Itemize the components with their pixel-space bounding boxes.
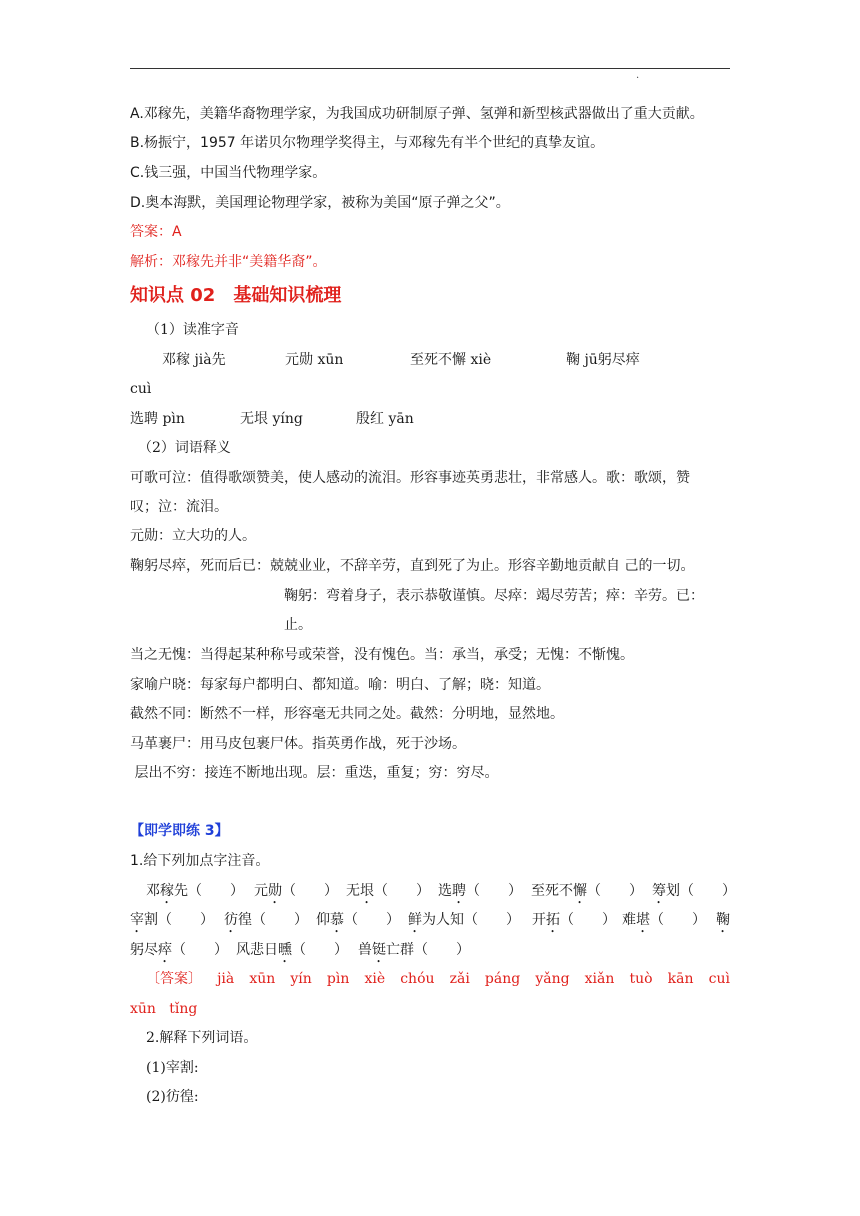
vocab-line: 当之无愧：当得起某种称号或荣誉，没有愧色。当：承当，承受；无愧：不惭愧。 xyxy=(130,647,634,663)
word-item: 至死不懈（ ） xyxy=(531,883,643,899)
word-item: 彷徨（ ） xyxy=(224,912,308,928)
dotted-char: 稼 xyxy=(160,883,174,899)
dotted-char: 懈 xyxy=(573,883,587,899)
question-2-item: (1)宰割: xyxy=(146,1060,199,1076)
pinyin-answer: tuò xyxy=(629,971,653,987)
question-1: 1.给下列加点字注音。 xyxy=(130,853,270,869)
question-2-item: (2)彷徨: xyxy=(146,1089,199,1105)
pinyin-answer: xiè xyxy=(364,971,386,987)
answer-1: 答案：A xyxy=(130,224,182,240)
answer-label: 〔答案〕 xyxy=(146,971,202,987)
dotted-char: 筹 xyxy=(652,883,666,899)
pinyin-answer: xūn xyxy=(130,1001,156,1017)
pinyin-answer: chóu xyxy=(400,971,435,987)
vocab-line: 鞠躬尽瘁，死而后已：兢兢业业，不辞辛劳，直到死了为止。形容辛勤地贡献自 己的一切。 xyxy=(130,558,695,574)
header-rule xyxy=(130,68,730,69)
pinyin-answer: yín xyxy=(290,971,312,987)
vocab-line: 马革裹尸：用马皮包裹尸体。指英勇作战，死于沙场。 xyxy=(130,736,466,752)
pron-item: 元勋 xūn xyxy=(285,352,344,368)
vocab-line: 家喻户晓：每家每户都明白、都知道。喻：明白、了解；晓：知道。 xyxy=(130,677,550,693)
dotted-char: 宰 xyxy=(130,912,144,928)
dotted-char: 慕 xyxy=(330,912,344,928)
pinyin-answer: pìn xyxy=(326,971,350,987)
vocab-line: 截然不同：断然不一样，形容毫无共同之处。截然：分明地，显然地。 xyxy=(130,706,564,722)
practice-title: 【即学即练 3】 xyxy=(130,823,229,839)
dotted-char: 铤 xyxy=(372,942,386,958)
option-b: B.杨振宁，1957 年诺贝尔物理学奖得主，与邓稼先有半个世纪的真挚友谊。 xyxy=(130,135,605,151)
word-item: 选聘（ ） xyxy=(438,883,522,899)
pron-item: 邓稼 jià先 xyxy=(162,352,226,368)
word-item: 元勋（ ） xyxy=(254,883,338,899)
dotted-char: 勋 xyxy=(268,883,282,899)
pron-item: 至死不懈 xiè xyxy=(410,352,492,368)
header-dot: . xyxy=(636,70,640,81)
pinyin-answer: zǎi xyxy=(449,971,470,987)
vocab-line: 叹；泣：流泪。 xyxy=(130,499,228,515)
word-item: 难堪（ ） xyxy=(622,912,706,928)
dotted-char: 拓 xyxy=(546,912,560,928)
pinyin-answer: páng xyxy=(484,971,521,987)
pron-item: 鞠 jū躬尽瘁 xyxy=(566,352,640,368)
word-item: 鲜为人知（ ） xyxy=(408,912,520,928)
option-a: A.邓稼先，美籍华裔物理学家，为我国成功研制原子弹、氢弹和新型核武器做出了重大贡献。 xyxy=(130,106,704,122)
dotted-char: 垠 xyxy=(360,883,374,899)
dotted-char: 瘁 xyxy=(158,942,172,958)
vocab-line: 元勋：立大功的人。 xyxy=(130,528,256,544)
word-row-1: 邓稼先（ ） xyxy=(146,883,244,899)
answer-pinyin-row-1 xyxy=(146,969,730,989)
dotted-char: 彷 xyxy=(224,912,238,928)
dotted-char: 堪 xyxy=(636,912,650,928)
answer-pinyin-row-2 xyxy=(130,999,197,1019)
dotted-char: 鲜 xyxy=(408,912,422,928)
pron-heading: （1）读准字音 xyxy=(146,322,239,338)
vocab-line: 可歌可泣：值得歌颂赞美，使人感动的流泪。形容事迹英勇悲壮，非常感人。歌：歌颂，赞 xyxy=(130,470,690,486)
word-item: 无垠（ ） xyxy=(346,883,430,899)
pinyin-answer: tǐng xyxy=(169,1001,198,1017)
word-item: 兽铤亡群（ ） xyxy=(358,942,470,958)
section-title: 知识点 02 基础知识梳理 xyxy=(130,285,342,306)
word-item xyxy=(716,910,730,936)
vocab-heading: （2）词语释义 xyxy=(138,440,231,456)
option-c: C.钱三强，中国当代物理学家。 xyxy=(130,165,327,181)
dotted-char: 聘 xyxy=(452,883,466,899)
analysis-1: 解析：邓稼先并非“美籍华裔”。 xyxy=(130,254,327,270)
dotted-char: 曛 xyxy=(278,942,292,958)
word-item: 仰慕（ ） xyxy=(316,912,400,928)
word-item: 躬尽瘁（ ） xyxy=(130,942,228,958)
vocab-line: 止。 xyxy=(284,617,312,633)
pinyin-answer: jià xyxy=(217,971,235,987)
vocab-line: 鞠躬：弯着身子，表示恭敬谨慎。尽瘁：竭尽劳苦；瘁：辛劳。已： xyxy=(284,588,704,604)
vocab-line: 层出不穷：接连不断地出现。层：重迭，重复；穷：穷尽。 xyxy=(130,765,499,781)
word-item: 宰割（ ） xyxy=(130,912,214,928)
word-item: 开拓（ ） xyxy=(532,912,616,928)
pinyin-answer: xiǎn xyxy=(584,971,615,987)
option-d: D.奥本海默，美国理论物理学家，被称为美国“原子弹之父”。 xyxy=(130,195,510,211)
pinyin-answer: yǎng xyxy=(535,971,570,987)
pinyin-answer: xūn xyxy=(249,971,276,987)
pron-item: 殷红 yān xyxy=(356,411,414,427)
word-item: 筹划（ ） xyxy=(652,883,736,899)
pron-item: cuì xyxy=(130,381,152,397)
pinyin-answer: cuì xyxy=(708,971,730,987)
word-item: 风悲日曛（ ） xyxy=(236,942,348,958)
dotted-char: 鞠 xyxy=(716,912,730,928)
question-2: 2.解释下列词语。 xyxy=(146,1030,258,1046)
pron-item: 选聘 pìn xyxy=(130,411,185,427)
pinyin-answer: kān xyxy=(667,971,694,987)
pron-item: 无垠 yíng xyxy=(240,411,303,427)
